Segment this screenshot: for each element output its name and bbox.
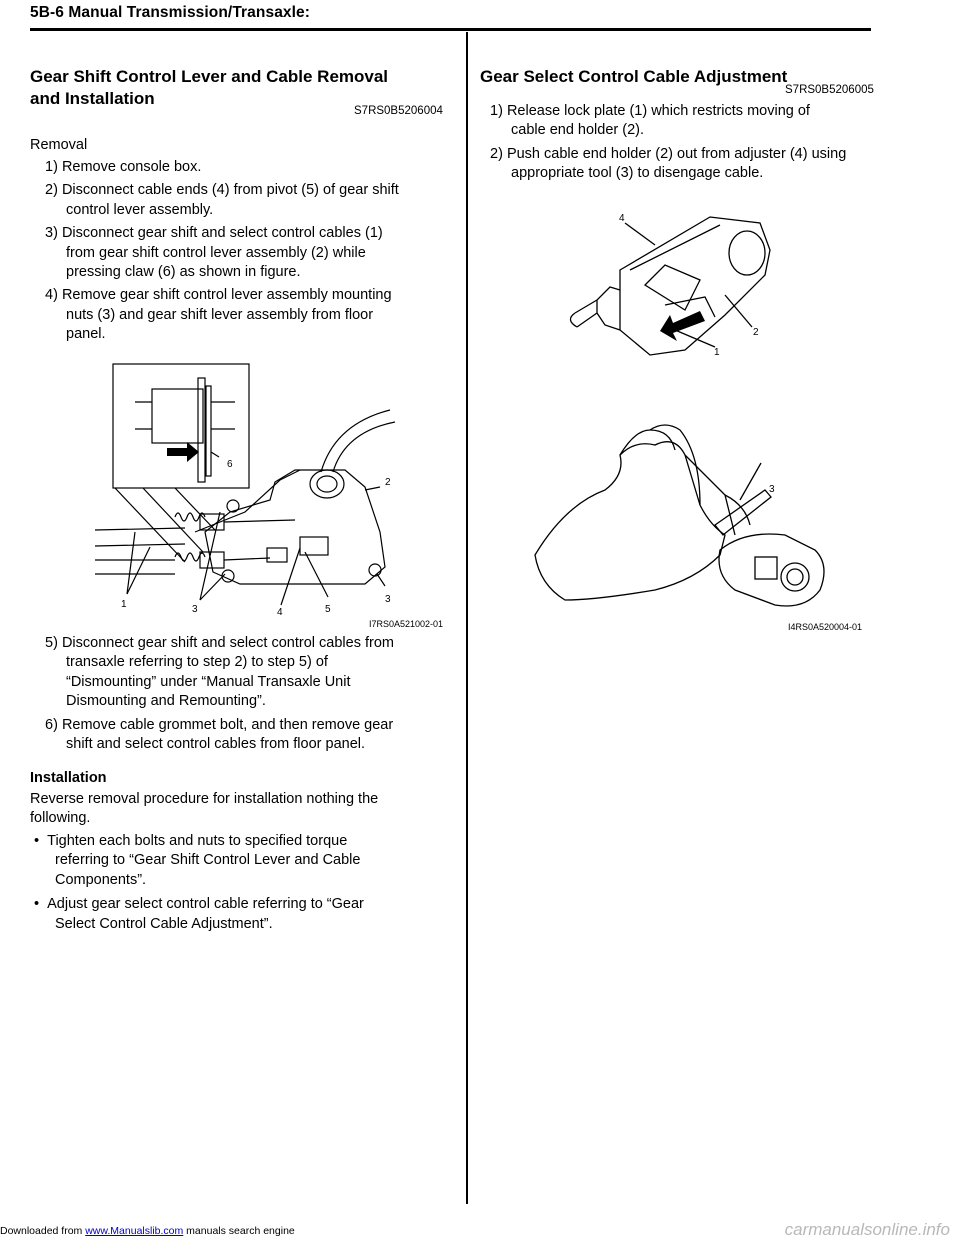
step-item: 3) Disconnect gear shift and select control cables (1) from gear shift control lever assembly (2) while pressing claw (6) as shown in figure. xyxy=(45,225,383,281)
figure-label: 2 xyxy=(753,327,759,338)
cable-adjustment-figure xyxy=(525,205,870,635)
left-title-line-2: and Installation xyxy=(30,89,155,108)
page-header-title: 5B-6 Manual Transmission/Transaxle: xyxy=(30,4,311,21)
figure-label: 4 xyxy=(619,213,625,224)
step-item: 6) Remove cable grommet bolt, and then remove gear shift and select control cables from floor panel. xyxy=(45,716,394,753)
manualslib-link[interactable]: www.Manualslib.com xyxy=(85,1225,184,1237)
installation-text: Reverse removal procedure for installation nothing the following. xyxy=(30,791,379,827)
figure-label: 6 xyxy=(227,459,233,470)
installation-bullets xyxy=(34,832,454,934)
right-figure-code: I4RS0A520004-01 xyxy=(788,622,863,632)
left-section-title xyxy=(30,66,388,110)
step-item: 4) Remove gear shift control lever assembly mounting nuts (3) and gear shift lever assembly from floor panel. xyxy=(45,287,392,343)
adjustment-steps xyxy=(490,102,880,184)
download-footer xyxy=(0,1225,295,1237)
right-section-title: Gear Select Control Cable Adjustment xyxy=(480,67,788,86)
step-item: 2) Push cable end holder (2) out from adjuster (4) using appropriate tool (3) to disengage cable. xyxy=(490,145,847,182)
footer-suffix: manuals search engine xyxy=(183,1225,295,1237)
figure-label: 1 xyxy=(714,347,720,358)
bullet-item: • Tighten each bolts and nuts to specified torque referring to “Gear Shift Control Lever and Cable Components”. xyxy=(34,833,361,888)
gear-shift-lever-figure xyxy=(95,362,450,630)
step-item: 1) Release lock plate (1) which restricts moving of cable end holder (2). xyxy=(490,103,810,139)
figure-label: 4 xyxy=(277,607,283,618)
bullet-item: • Adjust gear select control cable referring to “Gear Select Control Cable Adjustment”. xyxy=(34,896,364,932)
header-rule xyxy=(30,28,871,31)
step-item: 2) Disconnect cable ends (4) from pivot (5) of gear shift control lever assembly. xyxy=(45,182,399,218)
footer-prefix: Downloaded from xyxy=(0,1225,86,1237)
left-title-line-1: Gear Shift Control Lever and Cable Removal xyxy=(30,67,389,86)
step-item: 5) Disconnect gear shift and select control cables from transaxle referring to step 2) to step 5) of “Dismounting” under “Manual Transaxle Unit Dismounting and Remounting”. xyxy=(45,635,394,710)
figure-label: 3 xyxy=(192,604,198,615)
removal-heading: Removal xyxy=(30,137,88,153)
column-divider xyxy=(466,32,468,1204)
step-item: 1) Remove console box. xyxy=(45,159,202,175)
installation-heading: Installation xyxy=(30,770,107,786)
left-figure-code: I7RS0A521002-01 xyxy=(369,619,444,629)
figure-label: 3 xyxy=(385,594,391,605)
removal-steps-b xyxy=(45,634,455,754)
removal-steps-a xyxy=(45,158,455,345)
figure-label: 1 xyxy=(121,599,127,610)
right-section-code: S7RS0B5206005 xyxy=(785,84,874,96)
left-section-code: S7RS0B5206004 xyxy=(354,105,443,117)
figure-label: 3 xyxy=(769,484,775,495)
watermark: carmanualsonline.info xyxy=(784,1220,950,1239)
figure-label: 2 xyxy=(385,477,391,488)
figure-label: 5 xyxy=(325,604,331,615)
